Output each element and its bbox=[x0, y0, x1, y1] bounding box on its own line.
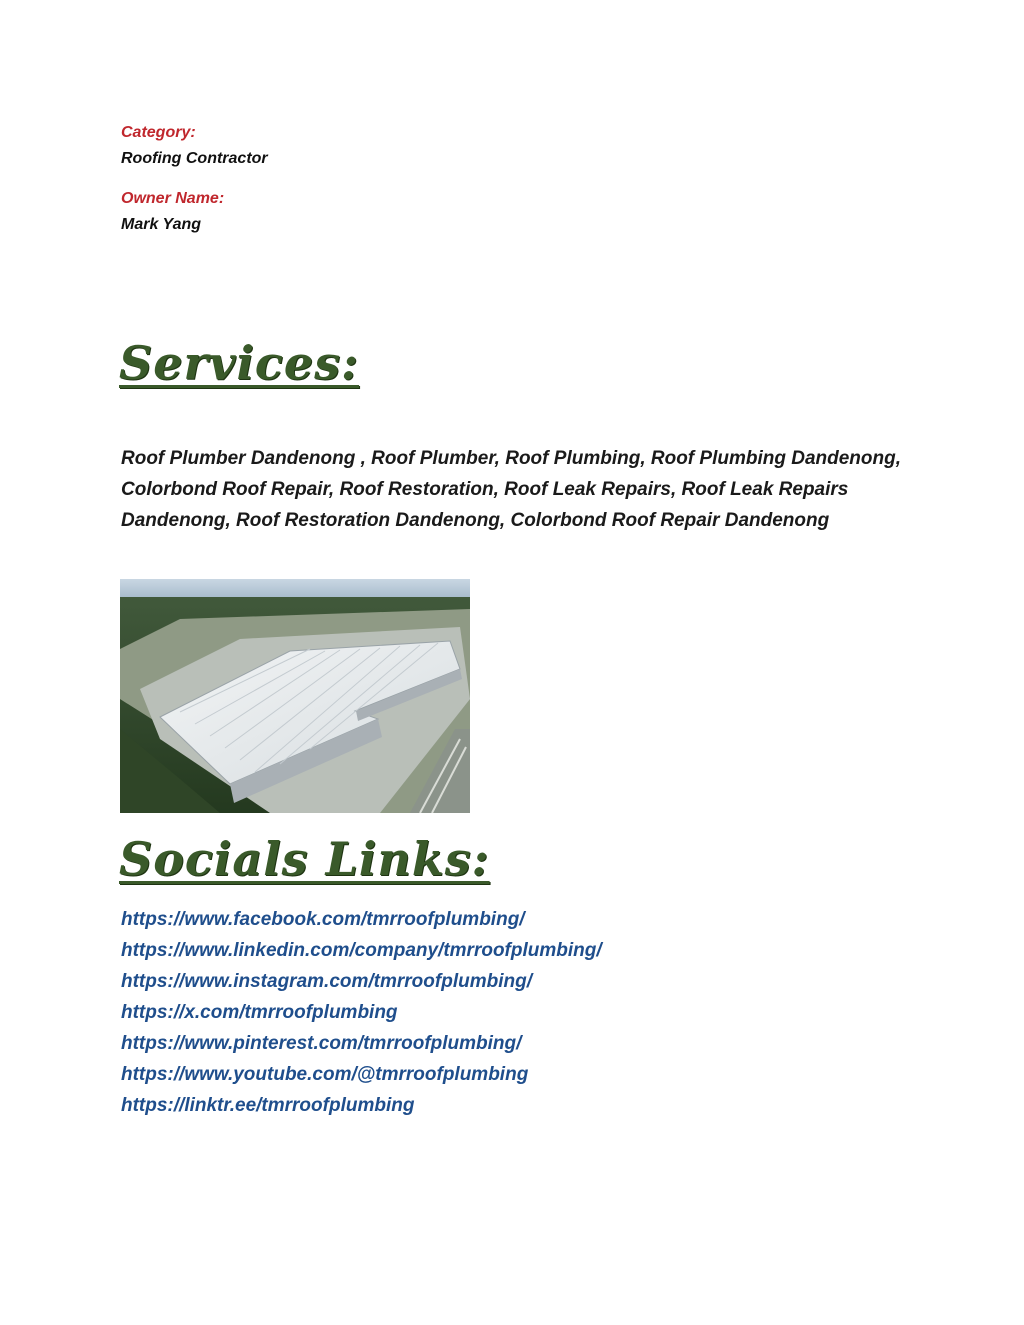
social-links-list bbox=[121, 904, 602, 1121]
owner-name-label: Owner Name: bbox=[121, 190, 225, 207]
list-item bbox=[121, 1059, 602, 1090]
linktree-link[interactable]: https://linktr.ee/tmrroofplumbing bbox=[121, 1095, 415, 1116]
pinterest-link[interactable]: https://www.pinterest.com/tmrroofplumbing/ bbox=[121, 1033, 522, 1054]
list-item bbox=[121, 1090, 602, 1121]
category-label: Category: bbox=[121, 124, 196, 141]
services-heading: Services: bbox=[119, 336, 360, 390]
list-item bbox=[121, 997, 602, 1028]
instagram-link[interactable]: https://www.instagram.com/tmrroofplumbing/ bbox=[121, 971, 532, 992]
facebook-link[interactable]: https://www.facebook.com/tmrroofplumbing/ bbox=[121, 909, 525, 930]
warehouse-aerial-photo bbox=[120, 579, 470, 813]
list-item bbox=[121, 966, 602, 997]
list-item bbox=[121, 935, 602, 966]
services-list-text: Roof Plumber Dandenong , Roof Plumber, Roof Plumbing, Roof Plumbing Dandenong, Colorbond Roof Repair, Roof Restoration, Roof Leak Repairs, Roof Leak Repairs Dandenong, Roof Restoration Dandenong, Colorbond Roof Repair Dandenong bbox=[121, 448, 902, 531]
linkedin-link[interactable]: https://www.linkedin.com/company/tmrroofplumbing/ bbox=[121, 940, 602, 961]
x-link[interactable]: https://x.com/tmrroofplumbing bbox=[121, 1002, 398, 1023]
list-item bbox=[121, 1028, 602, 1059]
owner-name-value: Mark Yang bbox=[121, 216, 202, 233]
socials-heading: Socials Links: bbox=[119, 832, 490, 886]
category-value: Roofing Contractor bbox=[121, 150, 268, 167]
list-item bbox=[121, 904, 602, 935]
youtube-link[interactable]: https://www.youtube.com/@tmrroofplumbing bbox=[121, 1064, 529, 1085]
